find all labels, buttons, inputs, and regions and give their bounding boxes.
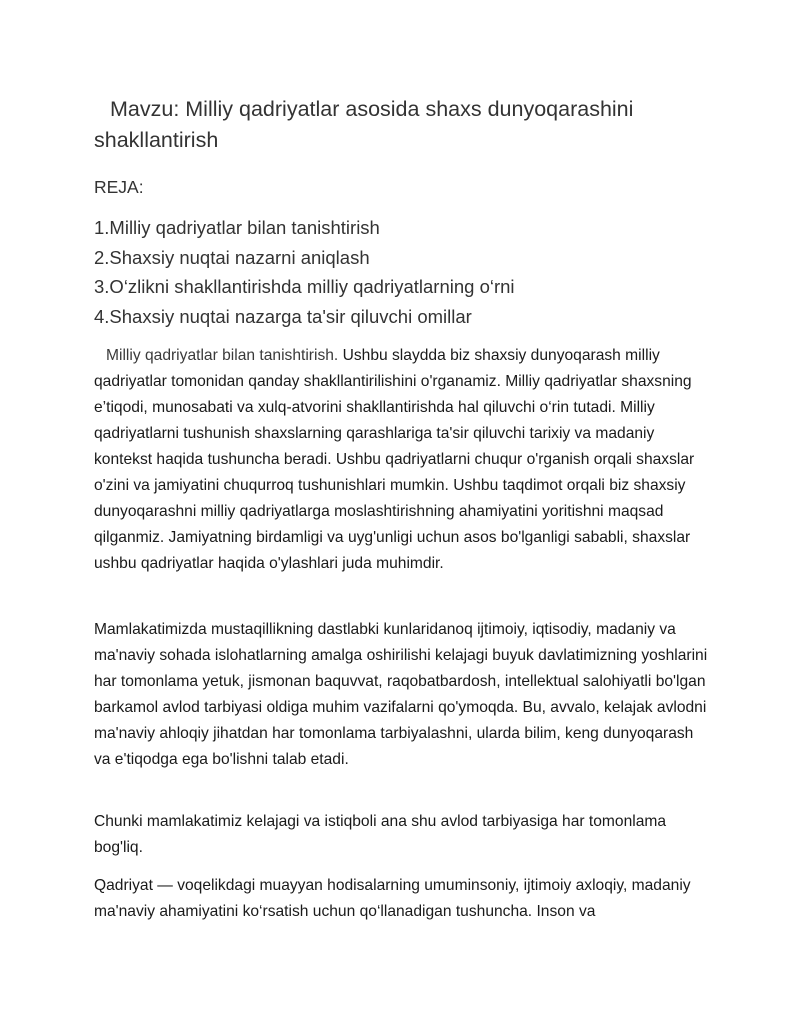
plan-item: 2.Shaxsiy nuqtai nazarni aniqlash [94,246,370,268]
body-paragraph: Chunki mamlakatimiz kelajagi va istiqboli ana shu avlod tarbiyasiga har tomonlama bog'liq. [94,813,667,856]
paragraph-lead-in: Milliy qadriyatlar bilan tanishtirish. [106,347,339,364]
body-paragraph [94,343,714,577]
plan-list [94,213,734,331]
plan-item: 4.Shaxsiy nuqtai nazarga ta'sir qiluvchi omillar [94,305,472,327]
plan-item: 3.O‘zlikni shakllantirishda milliy qadriyatlarning o‘rni [94,276,515,297]
document-title [94,94,734,156]
plan-item: 1.Milliy qadriyatlar bilan tanishtirish [94,217,380,238]
plan-heading: REJA: [94,177,144,197]
paragraph-text: Ushbu slaydda biz shaxsiy dunyoqarash milliy qadriyatlar tomonidan qanday shakllantirilishini o'rganamiz. Milliy qadriyatlar shaxsning e’tiqodi, munosabati va xulq-atvorini shakllantirishda hal qiluvchi o‘rin tutadi. Milliy qadriyatlarni tushunish shaxslarning qarashlariga ta'sir qiluvchi tarixiy va madaniy kontekst haqida tushuncha beradi. Ushbu qadriyatlarni chuqur o'rganish orqali shaxslar o'zini va jamiyatini chuqurroq tushunishlari mumkin. Ushbu taqdimot orqali biz shaxsiy dunyoqarashni milliy qadriyatlarga moslashtirishning ahamiyatini yoritishni maqsad qilganmiz. Jamiyatning birdamligi va uyg'unligi uchun asos bo'lganligi sababli, shaxslar ushbu qadriyatlar haqida o'ylashlari juda muhimdir. [94,347,695,572]
body-paragraph: Qadriyat — voqelikdagi muayyan hodisalarning umuminsoniy, ijtimoiy axloqiy, madaniy ma'naviy ahamiyatini ko‘rsatish uchun qo‘llanadigan tushuncha. Inson va [94,877,691,920]
body-paragraph: Mamlakatimizda mustaqillikning dastlabki kunlaridanoq ijtimoiy, iqtisodiy, madaniy va ma'naviy sohada islohatlarning amalga oshirilishi kelajagi buyuk davlatimizning yoshlarini har tomonlama yetuk, jismonan baquvvat, raqobatbardosh, intellektual salohiyatli bo'lgan barkamol avlod tarbiyasi oldiga muhim vazifalarni qo'ymoqda. Bu, avvalo, kelajak avlodni ma'naviy ahloqiy jihatdan har tomonlama tarbiyalashni, ularda bilim, keng dunyoqarash va e'tiqodga ega bo'lishni talab etadi. [94,621,708,768]
document-title-text: Mavzu: Milliy qadriyatlar asosida shaxs dunyoqarashini shakllantirish [94,97,634,152]
